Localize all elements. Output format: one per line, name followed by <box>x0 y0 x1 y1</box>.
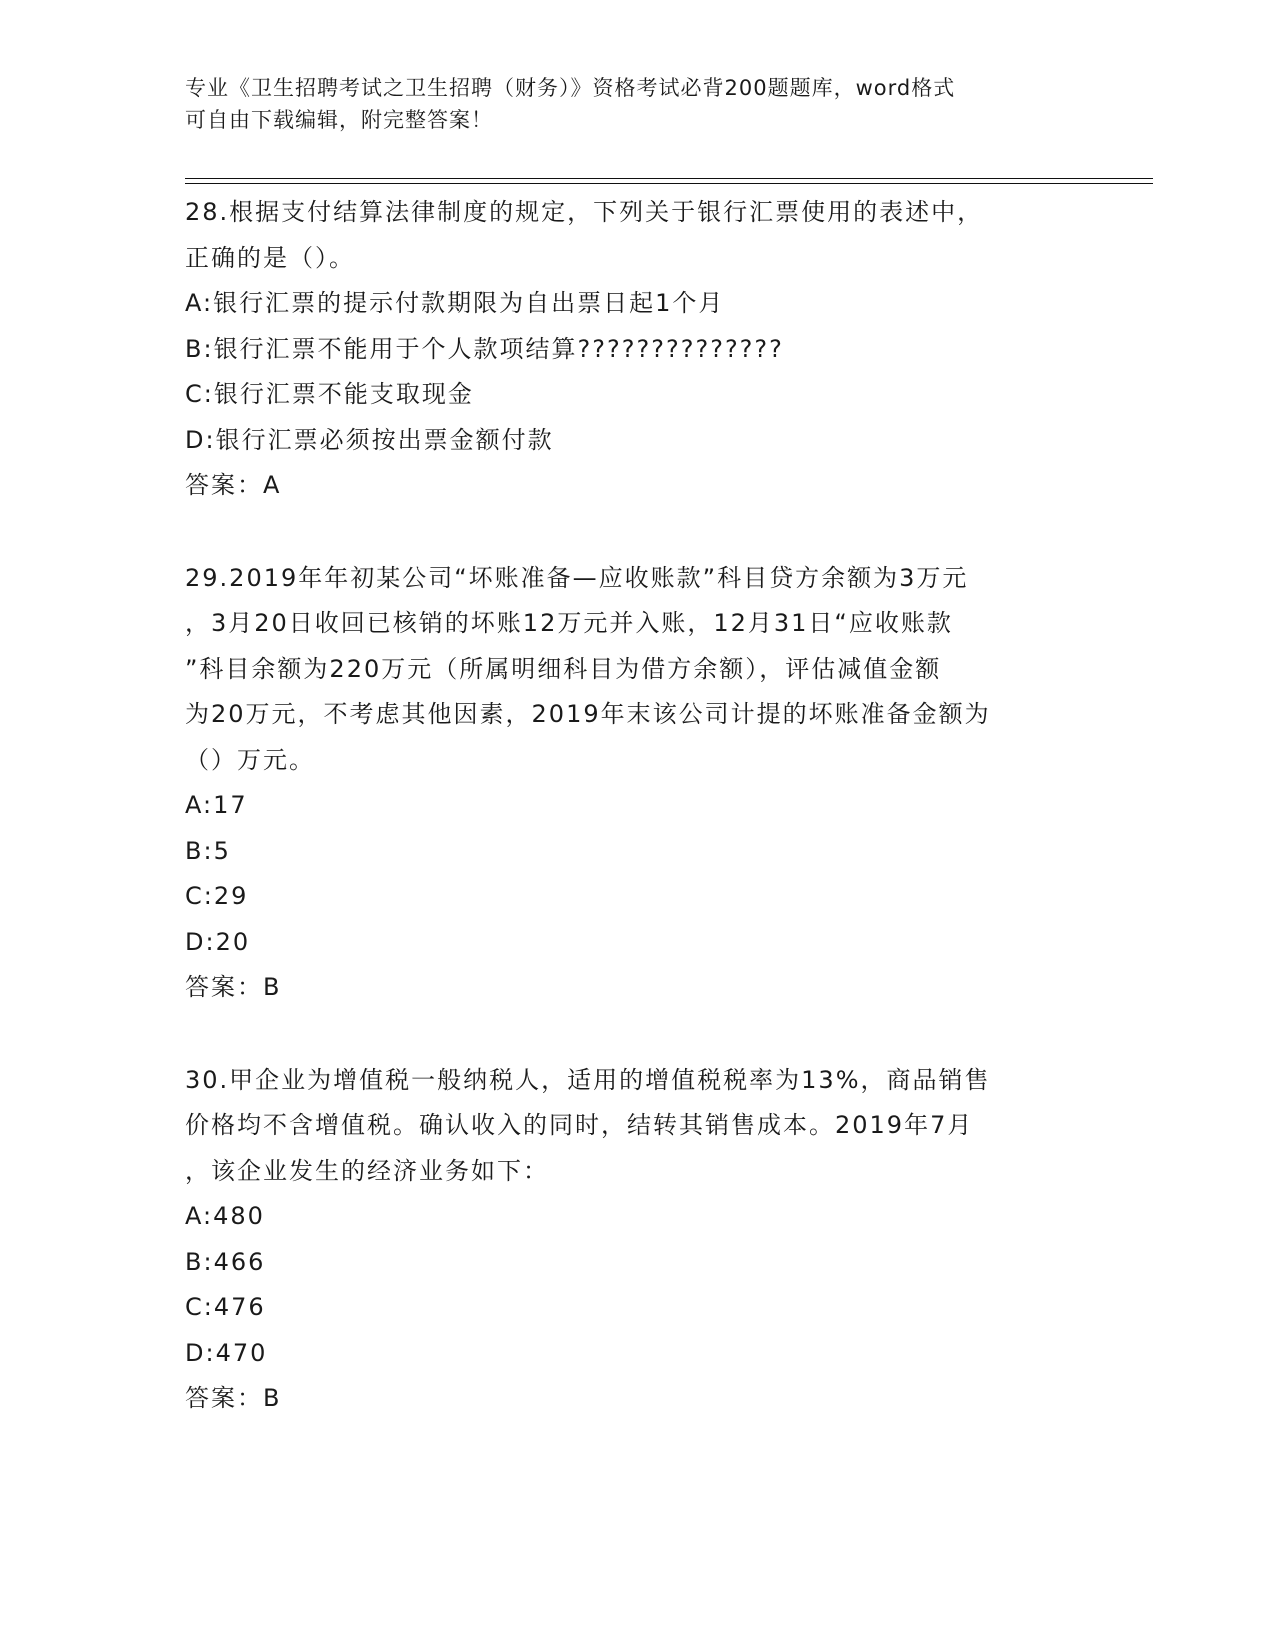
stem-line: 28.根据支付结算法律制度的规定，下列关于银行汇票使用的表述中， <box>185 198 984 226</box>
answer-label: 答案： <box>185 471 263 499</box>
document-header <box>185 72 1085 136</box>
option-c <box>185 1285 1085 1331</box>
stem-line: （）万元。 <box>185 745 315 774</box>
option-b <box>185 829 1085 875</box>
option-text: 470 <box>215 1338 268 1367</box>
option-key: A: <box>185 791 214 819</box>
question-item <box>185 556 1085 1011</box>
option-d <box>185 920 1085 966</box>
question-item <box>185 1058 1085 1422</box>
option-d <box>185 418 1085 464</box>
option-text: 银行汇票不能用于个人款项结算?????????????? <box>213 334 784 363</box>
question-item <box>185 190 1085 509</box>
option-c <box>185 372 1085 418</box>
stem-line: ”科目余额为220万元（所属明细科目为借方余额），评估减值金额 <box>185 654 942 683</box>
header-line: 专业《卫生招聘考试之卫生招聘（财务）》资格考试必背200题题库，word格式 <box>185 76 956 100</box>
stem-line: ，该企业发生的经济业务如下： <box>185 1156 549 1185</box>
stem-line: 30.甲企业为增值税一般纳税人，适用的增值税税率为13%，商品销售 <box>185 1065 991 1094</box>
option-text: 466 <box>213 1247 266 1276</box>
question-spacer <box>185 509 1085 556</box>
option-key: B: <box>185 334 214 363</box>
question-stem <box>185 190 1085 281</box>
option-key: C: <box>185 1293 214 1321</box>
option-text: 银行汇票必须按出票金额付款 <box>215 425 554 454</box>
option-text: 476 <box>213 1293 266 1321</box>
stem-line: 价格均不含增值税。确认收入的同时，结转其销售成本。2019年7月 <box>185 1111 974 1139</box>
stem-line: 正确的是（）。 <box>185 243 355 272</box>
option-text: 29 <box>213 882 249 910</box>
option-text: 银行汇票不能支取现金 <box>213 380 474 408</box>
option-key: D: <box>185 425 216 454</box>
question-spacer <box>185 1011 1085 1058</box>
option-key: A: <box>185 289 214 317</box>
answer-line <box>185 463 1085 509</box>
option-text: 480 <box>213 1202 265 1230</box>
answer-label: 答案： <box>185 1384 263 1412</box>
answer-value: B <box>263 1384 282 1412</box>
header-divider <box>185 178 1153 179</box>
answer-line <box>185 1376 1085 1422</box>
option-key: C: <box>185 882 214 910</box>
option-text: 银行汇票的提示付款期限为自出票日起1个月 <box>213 289 725 317</box>
question-stem <box>185 556 1085 784</box>
stem-line: ，3月20日收回已核销的坏账12万元并入账，12月31日“应收账款 <box>185 609 953 637</box>
option-c <box>185 874 1085 920</box>
option-d <box>185 1331 1085 1377</box>
option-key: D: <box>185 927 216 956</box>
option-a <box>185 281 1085 327</box>
option-text: 17 <box>213 791 248 819</box>
stem-line: 29.2019年年初某公司“坏账准备—应收账款”科目贷方余额为3万元 <box>185 563 969 592</box>
answer-label: 答案： <box>185 973 263 1001</box>
header-divider <box>185 183 1153 184</box>
question-list <box>185 190 1085 1422</box>
option-key: D: <box>185 1338 216 1367</box>
answer-value: B <box>263 973 282 1001</box>
option-key: B: <box>185 1247 214 1276</box>
answer-value: A <box>263 471 282 499</box>
stem-line: 为20万元，不考虑其他因素，2019年末该公司计提的坏账准备金额为 <box>185 700 991 728</box>
option-text: 5 <box>213 836 231 865</box>
option-a <box>185 783 1085 829</box>
option-b <box>185 327 1085 373</box>
option-key: C: <box>185 380 214 408</box>
option-a <box>185 1194 1085 1240</box>
answer-line <box>185 965 1085 1011</box>
option-key: A: <box>185 1202 214 1230</box>
header-line: 可自由下载编辑，附完整答案！ <box>185 108 493 132</box>
option-b <box>185 1240 1085 1286</box>
question-stem <box>185 1058 1085 1195</box>
option-text: 20 <box>215 927 251 956</box>
option-key: B: <box>185 836 214 865</box>
